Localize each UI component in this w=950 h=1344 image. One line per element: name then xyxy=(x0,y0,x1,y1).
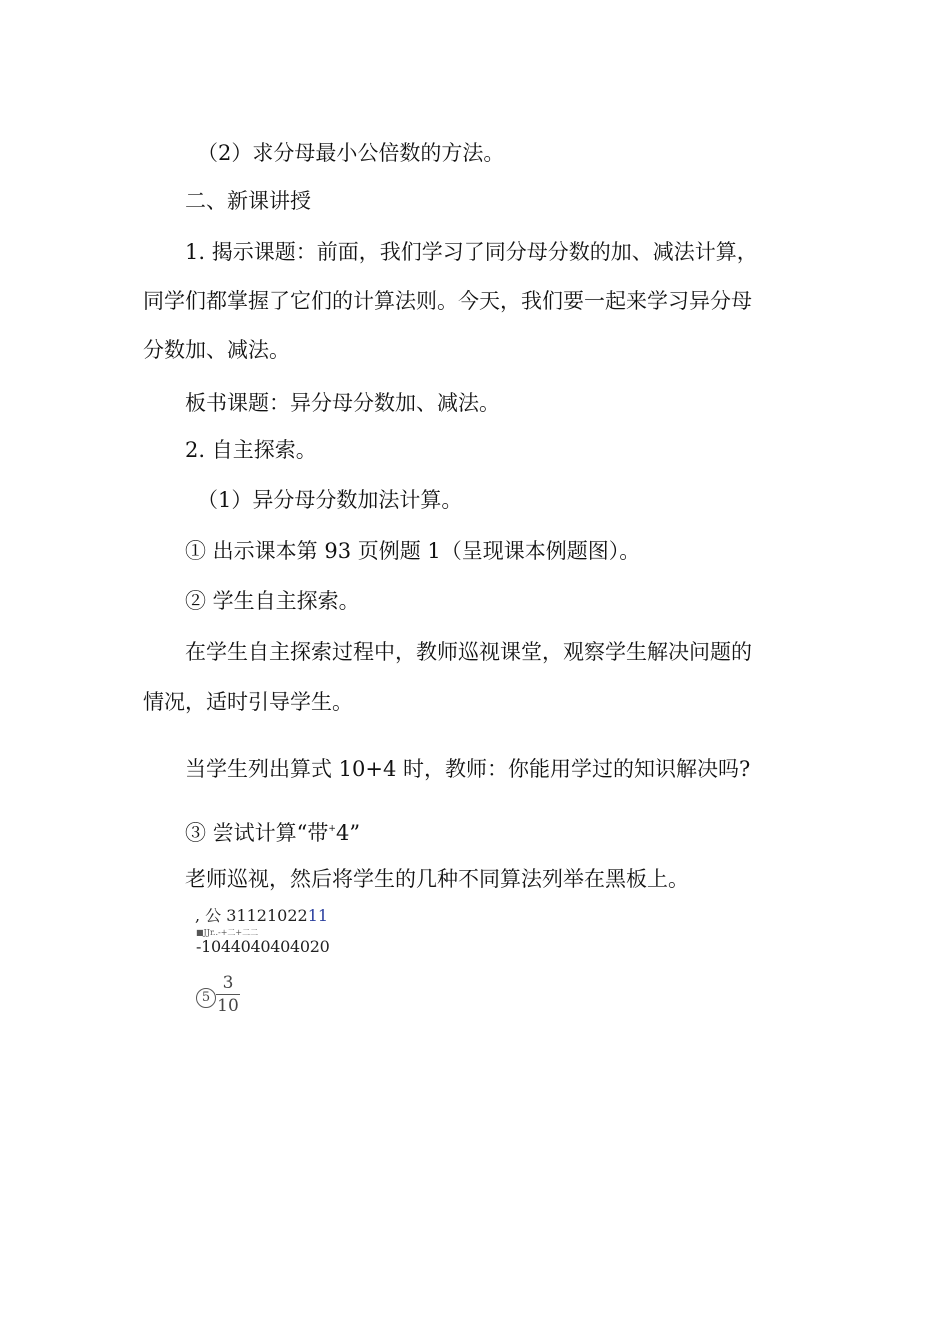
paragraph-reveal-topic-3: 分数加、减法。 xyxy=(143,338,290,362)
math-scan-line-1 xyxy=(195,906,328,926)
paragraph-reveal-topic-1: 1. 揭示课题：前面，我们学习了同分母分数的加、减法计算， xyxy=(185,240,758,264)
paragraph-show-example: ① 出示课本第 93 页例题 1（呈现课本例题图）。 xyxy=(185,539,641,563)
try-calc-prefix: ③ 尝试计算“带 xyxy=(185,821,329,845)
paragraph-formula-question: 当学生列出算式 10+4 时，教师：你能用学过的知识解决吗? xyxy=(185,757,751,781)
fraction-numerator: 3 xyxy=(222,973,234,993)
paragraph-teacher-patrol-1: 在学生自主探索过程中，教师巡视课堂，观察学生解决问题的 xyxy=(185,640,752,664)
math-scan-line-1b: 11 xyxy=(307,906,329,925)
section-heading-new-lesson: 二、新课讲授 xyxy=(185,189,311,213)
answer-fraction xyxy=(216,973,240,1016)
paragraph-self-explore: 2. 自主探索。 xyxy=(185,438,317,462)
paragraph-board-topic: 板书课题：异分母分数加、减法。 xyxy=(185,391,500,415)
circled-number-five: 5 xyxy=(196,988,216,1008)
fraction-bar xyxy=(216,994,240,995)
math-scan-line-3: -1044040404020 xyxy=(196,937,330,956)
paragraph-student-explore: ② 学生自主探索。 xyxy=(185,589,360,613)
paragraph-try-calc xyxy=(185,815,360,847)
math-scan-line-1a: , 公 31121022 xyxy=(195,906,308,925)
try-calc-suffix: 4” xyxy=(335,821,361,845)
paragraph-teacher-list: 老师巡视，然后将学生的几种不同算法列举在黑板上。 xyxy=(185,867,689,891)
paragraph-reveal-topic-2: 同学们都掌握了它们的计算法则。今天，我们要一起来学习异分母 xyxy=(143,289,752,313)
math-scan-line-2: ■JJr..-+二+二二 xyxy=(196,928,259,937)
paragraph-teacher-patrol-2: 情况，适时引导学生。 xyxy=(143,690,353,714)
try-calc-sup: + xyxy=(328,824,336,834)
paragraph-addition-calc: （1）异分母分数加法计算。 xyxy=(197,488,463,512)
fraction-denominator: 10 xyxy=(217,996,239,1016)
paragraph-lcm-method: （2）求分母最小公倍数的方法。 xyxy=(197,141,505,165)
